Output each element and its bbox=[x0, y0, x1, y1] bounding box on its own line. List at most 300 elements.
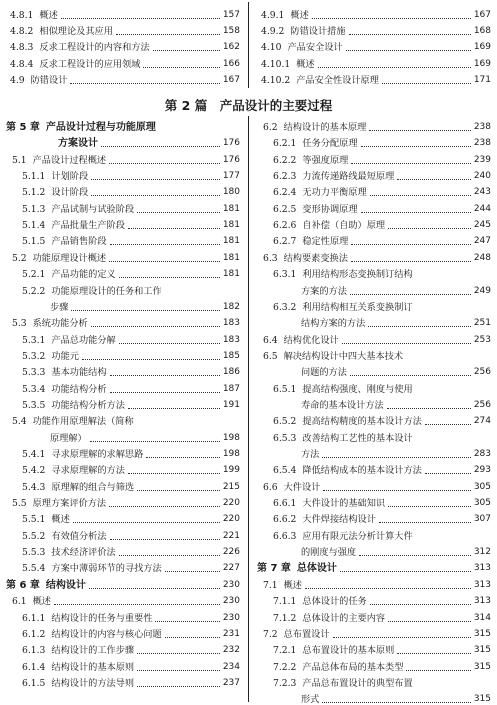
toc-entry bbox=[22, 331, 240, 346]
toc-entry-title: 总布置设计 bbox=[283, 628, 330, 640]
toc-entry-title: 的刚度与强度 bbox=[301, 547, 357, 559]
toc-dot-leader bbox=[340, 571, 471, 572]
toc-entry bbox=[10, 38, 240, 53]
toc-entry-number: 4.10.1 bbox=[261, 58, 291, 70]
toc-entry-number: 6.5.2 bbox=[273, 416, 297, 428]
toc-entry-title: 功能元 bbox=[51, 350, 79, 362]
toc-dot-leader bbox=[351, 261, 471, 262]
toc-entry-title: 结构设计的基本原则 bbox=[51, 661, 135, 673]
toc-page-number: 249 bbox=[473, 285, 491, 296]
toc-entry bbox=[273, 461, 491, 476]
toc-chapter-entry bbox=[6, 576, 240, 591]
toc-entry-number: 4.8.2 bbox=[10, 26, 34, 38]
toc-entry bbox=[273, 641, 491, 656]
toc-page-number: 230 bbox=[222, 612, 240, 623]
toc-entry-title: 有效值分析法 bbox=[51, 530, 107, 542]
toc-entry bbox=[22, 674, 240, 689]
toc-entry bbox=[273, 134, 491, 149]
toc-entry-title: 总体设计的主要内容 bbox=[302, 612, 386, 624]
toc-entry-title: 概述 bbox=[51, 514, 70, 526]
toc-entry-number: 5.3.3 bbox=[22, 367, 46, 379]
toc-entry-number: 7.1 bbox=[263, 579, 278, 591]
toc-entry-title: 自补偿（自助）原理 bbox=[302, 220, 386, 232]
toc-entry-number: 4.9.2 bbox=[261, 26, 285, 38]
toc-entry-title: 概述 bbox=[32, 596, 51, 608]
toc-dot-leader bbox=[165, 571, 220, 572]
toc-entry bbox=[273, 674, 491, 689]
toc-entry bbox=[261, 71, 491, 86]
toc-dot-leader bbox=[119, 277, 220, 278]
toc-page-number: 238 bbox=[473, 122, 491, 132]
toc-page-number: 230 bbox=[222, 579, 240, 590]
toc-page-number: 243 bbox=[473, 187, 491, 198]
toc-entry-title: 原理方案评价方法 bbox=[32, 498, 107, 510]
toc-page-number: 247 bbox=[473, 236, 491, 247]
toc-dot-leader bbox=[323, 490, 470, 491]
toc-entry bbox=[22, 543, 240, 558]
toc-entry-number: 6.2.2 bbox=[273, 154, 297, 166]
toc-entry bbox=[273, 265, 491, 280]
toc-entry-number: 4.10 bbox=[261, 42, 282, 54]
toc-page-number: 169 bbox=[473, 42, 491, 53]
toc-entry-number: 6.2.3 bbox=[273, 171, 297, 183]
toc-entry-title: 概述 bbox=[39, 10, 58, 21]
toc-dot-leader bbox=[388, 228, 471, 229]
toc-page-number: 168 bbox=[473, 26, 491, 37]
toc-dot-leader bbox=[322, 457, 470, 458]
toc-entry-title: 方案设计 bbox=[58, 138, 98, 150]
toc-entry-title: 防错设计措施 bbox=[290, 26, 346, 38]
toc-entry-title: 大件设计的基础知识 bbox=[302, 498, 386, 510]
toc-dot-leader bbox=[388, 506, 471, 507]
toc-page-number: 283 bbox=[473, 449, 491, 459]
toc-page-number: 181 bbox=[222, 203, 240, 214]
toc-dot-leader bbox=[143, 67, 219, 68]
toc-page-number: 162 bbox=[222, 42, 240, 53]
toc-entry bbox=[22, 167, 240, 182]
toc-entry-title: 产品销售阶段 bbox=[51, 236, 107, 248]
toc-entry-number: 5.1.2 bbox=[22, 187, 46, 199]
toc-dot-leader bbox=[110, 539, 220, 540]
toc-dot-leader bbox=[54, 604, 220, 605]
toc-dot-leader bbox=[349, 34, 471, 35]
toc-entry-number: 6.5.4 bbox=[273, 465, 297, 477]
toc-entry-title: 总布置设计的基本原则 bbox=[302, 645, 395, 657]
toc-dot-leader bbox=[128, 473, 220, 474]
toc-page-number: 166 bbox=[222, 58, 240, 69]
toc-entry bbox=[263, 478, 491, 493]
toc-page-number: 315 bbox=[473, 628, 491, 639]
toc-entry bbox=[22, 510, 240, 525]
toc-entry bbox=[263, 576, 491, 591]
toc-page-number: 240 bbox=[473, 171, 491, 182]
toc-page-number: 239 bbox=[473, 154, 491, 165]
toc-page-number: 185 bbox=[222, 350, 240, 361]
toc-page-number: 167 bbox=[473, 10, 491, 20]
toc-entry bbox=[22, 200, 240, 215]
toc-entry-number: 6.2.1 bbox=[273, 138, 297, 150]
toc-dot-leader bbox=[397, 179, 471, 180]
toc-page-number: 176 bbox=[222, 138, 240, 149]
toc-entry-title: 产品安全性设计原理 bbox=[296, 74, 379, 86]
toc-entry-number: 6.6.2 bbox=[273, 514, 297, 526]
toc-page-number: 191 bbox=[222, 399, 240, 410]
toc-page-number: 169 bbox=[473, 58, 491, 69]
toc-entry-title: 提高结构强度、刚度与使用 bbox=[302, 383, 413, 395]
toc-dot-leader bbox=[137, 653, 220, 654]
toc-dot-leader bbox=[109, 506, 220, 507]
toc-entry-title: 应用有限元法分析计算大件 bbox=[302, 530, 413, 542]
toc-entry-number: 6.5 bbox=[263, 350, 278, 362]
toc-entry bbox=[301, 445, 491, 460]
toc-entry bbox=[22, 527, 240, 542]
toc-dot-leader bbox=[73, 522, 220, 523]
toc-dot-leader bbox=[109, 163, 220, 164]
toc-dot-leader bbox=[153, 50, 220, 51]
toc-entry-number: 6.4 bbox=[263, 334, 278, 346]
toc-page-number: 238 bbox=[473, 138, 491, 149]
toc-entry bbox=[273, 167, 491, 182]
toc-page-number: 158 bbox=[222, 26, 240, 37]
main-column-divider bbox=[248, 116, 249, 702]
toc-entry bbox=[263, 249, 491, 264]
toc-entry bbox=[10, 6, 240, 21]
toc-dot-leader bbox=[70, 83, 219, 84]
toc-entry-title: 等强度原理 bbox=[302, 154, 349, 166]
toc-dot-leader bbox=[370, 195, 471, 196]
toc-page-number: 305 bbox=[473, 498, 491, 509]
toc-entry-number: 4.9.1 bbox=[261, 10, 285, 21]
toc-dot-leader bbox=[333, 637, 471, 638]
toc-entry-number: 5.4 bbox=[12, 416, 27, 428]
toc-dot-leader bbox=[61, 18, 220, 19]
toc-entry bbox=[273, 527, 491, 542]
toc-entry-number: 6.2.7 bbox=[273, 236, 297, 248]
toc-entry bbox=[22, 183, 240, 198]
toc-page-number: 315 bbox=[473, 645, 491, 656]
toc-page-number: 314 bbox=[473, 612, 491, 623]
toc-entry bbox=[301, 282, 491, 297]
toc-entry-number: 5.1 bbox=[12, 154, 27, 166]
toc-entry-title: 任务分配原理 bbox=[302, 138, 358, 150]
toc-entry-number: 7.2.2 bbox=[273, 661, 297, 673]
toc-entry-number: 5.1.1 bbox=[22, 171, 46, 183]
toc-entry-title: 提高结构精度的基本设计方法 bbox=[302, 416, 422, 428]
toc-page-number: 234 bbox=[222, 661, 240, 672]
toc-entry-number: 7.2 bbox=[263, 628, 278, 640]
toc-dot-leader bbox=[71, 310, 219, 311]
toc-page-number: 230 bbox=[222, 596, 240, 607]
toc-page-number: 186 bbox=[222, 367, 240, 378]
toc-entry-number: 6.1.3 bbox=[22, 645, 46, 657]
toc-page-number: 248 bbox=[473, 252, 491, 263]
toc-page-number: 220 bbox=[222, 498, 240, 509]
toc-page-number: 171 bbox=[473, 74, 491, 85]
toc-entry-title: 概述 bbox=[290, 10, 309, 21]
toc-entry-number: 6.5.3 bbox=[273, 432, 297, 444]
toc-entry-title: 利用结构相互关系变换制订 bbox=[302, 301, 413, 313]
toc-entry-number: 5.2 bbox=[12, 252, 27, 264]
toc-entry-title: 功能结构分析方法 bbox=[51, 399, 125, 411]
toc-page-number: 198 bbox=[222, 432, 240, 443]
toc-dot-leader bbox=[101, 146, 220, 147]
toc-dot-leader bbox=[109, 261, 220, 262]
toc-entry bbox=[273, 592, 491, 607]
toc-dot-leader bbox=[137, 686, 220, 687]
toc-entry bbox=[261, 38, 491, 53]
toc-entry-number: 5.2.2 bbox=[22, 285, 46, 297]
toc-dot-leader bbox=[91, 326, 220, 327]
toc-entry-title: 产品设计过程与功能原理 bbox=[45, 122, 156, 133]
toc-dot-leader bbox=[346, 50, 471, 51]
toc-entry-title: 产品总布置设计的典型布置 bbox=[302, 677, 413, 689]
toc-entry-title: 概述 bbox=[283, 579, 302, 591]
toc-entry bbox=[22, 559, 240, 574]
toc-dot-leader bbox=[379, 522, 471, 523]
toc-entry-number: 6.1.2 bbox=[22, 628, 46, 640]
toc-entry-number: 5.3.5 bbox=[22, 399, 46, 411]
toc-entry bbox=[273, 380, 491, 395]
toc-entry-title: 设计阶段 bbox=[51, 187, 89, 199]
toc-entry bbox=[273, 494, 491, 509]
toc-dot-leader bbox=[82, 359, 220, 360]
toc-entry-number: 5.1.3 bbox=[22, 203, 46, 215]
toc-page-number: 183 bbox=[222, 318, 240, 329]
toc-entry bbox=[301, 314, 491, 329]
toc-entry-title: 反求工程设计的应用领域 bbox=[39, 58, 141, 70]
toc-entry-number: 5.5.1 bbox=[22, 514, 46, 526]
toc-entry bbox=[50, 298, 240, 313]
toc-dot-leader bbox=[155, 621, 219, 622]
toc-entry bbox=[263, 625, 491, 640]
toc-entry bbox=[273, 429, 491, 444]
toc-dot-leader bbox=[406, 670, 470, 671]
top-column-divider bbox=[248, 2, 249, 88]
toc-entry-title: 基本功能结构 bbox=[51, 367, 107, 379]
toc-dot-leader bbox=[146, 457, 220, 458]
toc-entry bbox=[261, 6, 491, 21]
toc-entry-number: 4.8.1 bbox=[10, 10, 34, 21]
toc-entry-number: 7.2.1 bbox=[273, 645, 297, 657]
toc-entry bbox=[22, 396, 240, 411]
toc-entry-title: 相似理论及其应用 bbox=[39, 26, 113, 38]
toc-dot-leader bbox=[351, 163, 470, 164]
toc-page-number: 181 bbox=[222, 236, 240, 247]
toc-dot-leader bbox=[425, 473, 471, 474]
toc-entry bbox=[22, 625, 240, 640]
toc-entry-number: 第 7 章 bbox=[257, 563, 291, 575]
toc-entry bbox=[273, 151, 491, 166]
toc-entry bbox=[22, 216, 240, 231]
toc-entry bbox=[273, 183, 491, 198]
toc-page-number: 167 bbox=[222, 74, 240, 85]
toc-entry-number: 7.1.2 bbox=[273, 612, 297, 624]
toc-page-number: 226 bbox=[222, 547, 240, 558]
toc-entry-title: 稳定性原理 bbox=[302, 236, 349, 248]
toc-entry-title: 大件焊接结构设计 bbox=[302, 514, 376, 526]
toc-page-number: 227 bbox=[222, 563, 240, 574]
toc-dot-leader bbox=[387, 408, 471, 409]
toc-entry-title: 结构优化设计 bbox=[283, 334, 339, 346]
toc-entry-title: 产品试制与试验阶段 bbox=[51, 203, 135, 215]
toc-chapter-entry bbox=[6, 118, 240, 133]
part-title: 第 2 篇 产品设计的主要过程 bbox=[164, 98, 333, 113]
toc-page-number: 215 bbox=[222, 481, 240, 492]
toc-page-number: 293 bbox=[473, 465, 491, 476]
toc-entry-number: 5.5.3 bbox=[22, 547, 46, 559]
toc-dot-leader bbox=[351, 244, 470, 245]
toc-entry bbox=[273, 298, 491, 313]
toc-entry bbox=[273, 658, 491, 673]
toc-entry-title: 降低结构成本的基本设计方法 bbox=[302, 465, 422, 477]
toc-entry-title: 利用结构形态变换制订结构 bbox=[302, 269, 413, 281]
toc-entry bbox=[263, 118, 491, 133]
toc-dot-leader bbox=[119, 343, 220, 344]
toc-dot-leader bbox=[342, 343, 471, 344]
toc-entry-title: 防错设计 bbox=[30, 74, 68, 86]
toc-page-number: 187 bbox=[222, 383, 240, 394]
toc-entry-title: 无功力平衡原理 bbox=[302, 187, 367, 199]
toc-entry-title: 结构设计 bbox=[45, 579, 86, 591]
toc-entry-number: 4.9 bbox=[10, 74, 25, 86]
toc-entry-number: 6.6 bbox=[263, 481, 278, 493]
toc-dot-leader bbox=[350, 375, 471, 376]
toc-entry-number: 5.1.4 bbox=[22, 220, 46, 232]
toc-entry-number: 4.8.3 bbox=[10, 42, 34, 54]
toc-entry-number: 第 6 章 bbox=[6, 579, 40, 591]
toc-page-number: 182 bbox=[222, 301, 240, 312]
toc-entry-title: 功能结构分析 bbox=[51, 383, 107, 395]
toc-dot-leader bbox=[370, 604, 471, 605]
toc-entry bbox=[22, 265, 240, 280]
toc-page-number: 181 bbox=[222, 252, 240, 263]
toc-entry-title: 产品批量生产阶段 bbox=[51, 220, 125, 232]
toc-entry-title: 总体设计 bbox=[296, 563, 337, 575]
toc-dot-leader bbox=[110, 375, 220, 376]
toc-entry-number: 5.3 bbox=[12, 318, 27, 330]
toc-entry-number: 5.3.1 bbox=[22, 334, 46, 346]
toc-entry-title: 寻求原理解的求解思路 bbox=[51, 449, 144, 460]
toc-page-number: 312 bbox=[473, 547, 491, 558]
toc-entry-number: 5.5.2 bbox=[22, 530, 46, 542]
toc-dot-leader bbox=[137, 212, 220, 213]
toc-entry-number: 5.4.3 bbox=[22, 481, 46, 493]
toc-entry-title: 结构要素变换法 bbox=[283, 252, 348, 264]
toc-dot-leader bbox=[425, 424, 471, 425]
toc-entry-title: 技术经济评价法 bbox=[51, 547, 116, 559]
toc-entry-number: 5.5.4 bbox=[22, 563, 46, 575]
toc-entry-number: 6.2.6 bbox=[273, 220, 297, 232]
toc-dot-leader bbox=[90, 441, 220, 442]
toc-entry-number: 5.5 bbox=[12, 498, 27, 510]
toc-entry-title: 功能原理设计概述 bbox=[32, 252, 107, 264]
toc-entry-title: 问题的方法 bbox=[301, 367, 347, 379]
toc-entry-title: 方法 bbox=[301, 449, 320, 460]
toc-page-number: 176 bbox=[222, 154, 240, 165]
toc-entry bbox=[22, 363, 240, 378]
toc-dot-leader bbox=[89, 588, 220, 589]
toc-dot-leader bbox=[128, 408, 220, 409]
toc-entry-number: 6.3.1 bbox=[273, 269, 297, 281]
toc-page-number: 221 bbox=[222, 530, 240, 541]
toc-entry-title: 总体设计的任务 bbox=[302, 596, 367, 608]
toc-entry-title: 形式 bbox=[301, 694, 320, 705]
toc-dot-leader bbox=[312, 18, 471, 19]
toc-page-number: 274 bbox=[473, 416, 491, 427]
toc-entry-title: 功能原理设计的任务和工作 bbox=[51, 285, 162, 297]
toc-page-number: 313 bbox=[473, 579, 491, 590]
toc-page-number: 315 bbox=[473, 694, 491, 705]
toc-entry bbox=[10, 71, 240, 86]
toc-page-number: 199 bbox=[222, 465, 240, 476]
toc-entry-title: 方案的方法 bbox=[301, 285, 347, 297]
toc-entry-number: 第 5 章 bbox=[6, 122, 40, 133]
toc-entry-number: 7.1.1 bbox=[273, 596, 297, 608]
toc-entry-number: 5.4.1 bbox=[22, 449, 46, 460]
toc-dot-leader bbox=[110, 244, 220, 245]
toc-entry-title: 概述 bbox=[296, 58, 315, 70]
toc-page-number: 180 bbox=[222, 187, 240, 198]
toc-entry bbox=[263, 331, 491, 346]
toc-entry-title: 功能作用原理解法（简称 bbox=[32, 416, 134, 428]
toc-entry-number: 4.10.2 bbox=[261, 74, 291, 86]
toc-entry bbox=[273, 200, 491, 215]
toc-entry bbox=[273, 609, 491, 624]
toc-page-number: 256 bbox=[473, 367, 491, 378]
toc-entry-number: 6.1.1 bbox=[22, 612, 46, 624]
toc-page-number: 307 bbox=[473, 514, 491, 525]
toc-entry-title: 解决结构设计中四大基本技术 bbox=[283, 350, 404, 362]
toc-page-number: 237 bbox=[222, 677, 240, 688]
toc-dot-leader bbox=[305, 588, 471, 589]
toc-entry bbox=[12, 412, 240, 427]
toc-page-number: 256 bbox=[473, 399, 491, 410]
toc-entry-number: 5.2.1 bbox=[22, 269, 46, 281]
toc-entry-number: 4.8.4 bbox=[10, 58, 34, 70]
toc-entry-title: 力流传递路线最短原理 bbox=[302, 171, 395, 183]
toc-entry bbox=[12, 314, 240, 329]
toc-entry bbox=[263, 347, 491, 362]
toc-entry-title: 改善结构工艺性的基本设计 bbox=[302, 432, 413, 444]
toc-page-number: 181 bbox=[222, 220, 240, 231]
toc-entry bbox=[301, 363, 491, 378]
toc-page-number: 220 bbox=[222, 514, 240, 525]
toc-entry-number: 7.2.3 bbox=[273, 677, 297, 689]
toc-entry bbox=[22, 232, 240, 247]
toc-entry bbox=[12, 151, 240, 166]
toc-dot-leader bbox=[128, 228, 220, 229]
toc-entry bbox=[301, 543, 491, 558]
toc-page-number: 177 bbox=[222, 171, 240, 182]
toc-entry-title: 反求工程设计的内容和方法 bbox=[39, 42, 150, 54]
toc-entry-number: 6.5.1 bbox=[273, 383, 297, 395]
toc-entry-title: 大件设计 bbox=[283, 481, 321, 493]
toc-page-number: 232 bbox=[222, 645, 240, 656]
toc-entry bbox=[22, 380, 240, 395]
toc-entry-number: 5.3.4 bbox=[22, 383, 46, 395]
toc-entry-number: 6.1.5 bbox=[22, 677, 46, 689]
toc-dot-leader bbox=[382, 83, 471, 84]
toc-entry bbox=[12, 494, 240, 509]
toc-dot-leader bbox=[91, 195, 220, 196]
toc-entry-number: 6.1 bbox=[12, 596, 27, 608]
toc-page-number: 198 bbox=[222, 449, 240, 459]
toc-entry bbox=[273, 510, 491, 525]
toc-entry-title: 结构设计的内容与核心问题 bbox=[51, 628, 162, 640]
toc-entry-number: 6.6.1 bbox=[273, 498, 297, 510]
toc-entry-title: 产品总体布局的基本类型 bbox=[302, 661, 404, 673]
toc-entry bbox=[273, 216, 491, 231]
